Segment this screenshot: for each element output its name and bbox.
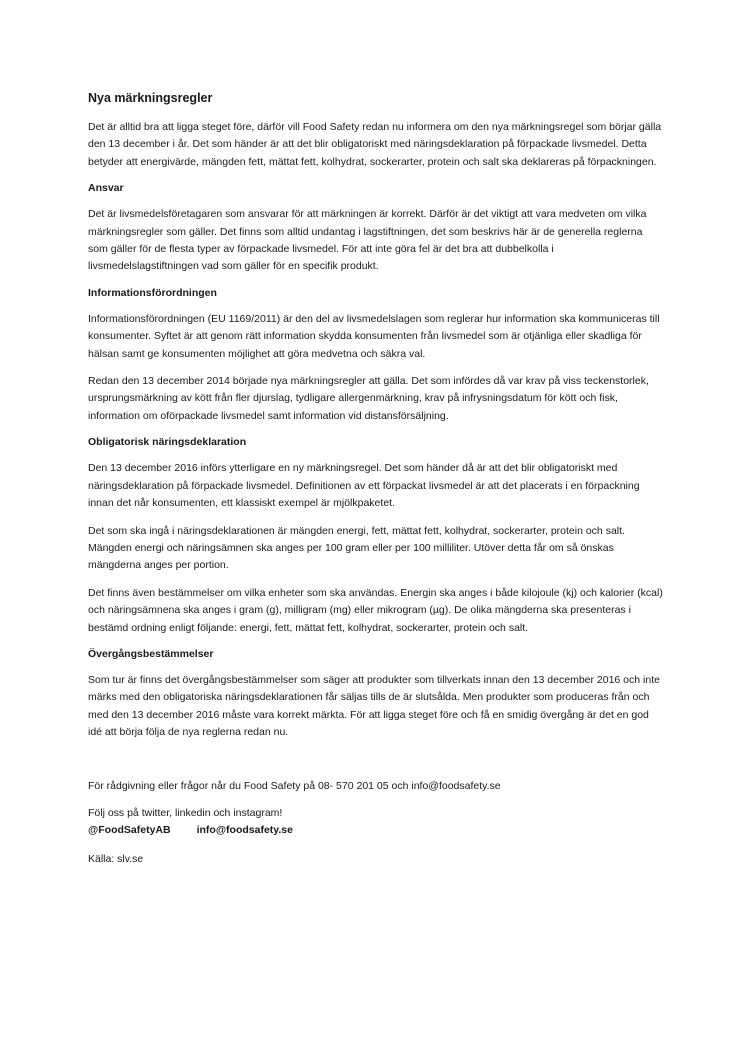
section-heading: Övergångsbestämmelser: [88, 647, 214, 660]
email-handle[interactable]: info@foodsafety.se: [196, 823, 293, 836]
document-title: Nya märkningsregler: [88, 91, 213, 105]
section-paragraph: Den 13 december 2016 införs ytterligare en ny märkningsregel. Det som händer då är att det blir obligatoriskt med näringsdeklaration på förpackade livsmedel. Definitionen av ett förpackat livsmedel är att det placerats i en förpackning innan det når konsumenten, ett klassiskt exempel är mjölkpaketet.: [88, 462, 640, 510]
section-informationsforordningen: [88, 286, 663, 425]
section-heading: Ansvar: [88, 182, 124, 195]
section-paragraph: Det som ska ingå i näringsdeklarationen är mängden energi, fett, mättat fett, kolhydrat, sockerarter, protein och salt. Mängden energi och näringsämnen ska anges per 100 gram eller per 100 milliliter. Utöver detta får om så önskas mängderna anges per portion.: [88, 524, 625, 572]
section-ansvar: [88, 181, 663, 276]
document-page: [88, 90, 663, 878]
contact-line: För rådgivning eller frågor når du Food Safety på 08- 570 201 05 och info@foodsafety.se: [88, 779, 501, 792]
section-overgangsbestammelser: [88, 647, 663, 742]
section-paragraph: Informationsförordningen (EU 1169/2011) är den del av livsmedelslagen som reglerar hur information ska kommuniceras till konsumenter. Syftet är att genom rätt information skydda konsumenten från livsmedel som är otjänliga eller skadliga för hälsan samt ge konsumenten möjlighet att göra medvetna och säkra val.: [88, 312, 660, 360]
section-paragraph: Det finns även bestämmelser om vilka enheter som ska användas. Energin ska anges i både kilojoule (kj) och kalorier (kcal) och näringsämnena ska anges i gram (g), milligram (mg) eller mikrogram (µg). De olika mängderna ska presenteras i bestämd ordning enligt följande: energi, fett, mättat fett, kolhydrat, sockerarter, protein och salt.: [88, 586, 663, 634]
source-line: Källa: slv.se: [88, 852, 144, 865]
section-paragraph: Det är livsmedelsföretagaren som ansvarar för att märkningen är korrekt. Därför är det viktigt att vara medveten om vilka märkningsregler som gäller. Det finns som alltid undantag i lagstiftningen, det som beskrivs här är de generella reglerna som gäller för de flesta typer av förpackade livsmedel. För att inte göra fel är det bra att dubbelkolla i livsmedelslagstiftningen vad som gäller för en specifik produkt.: [88, 208, 647, 273]
twitter-handle[interactable]: @FoodSafetyAB: [88, 823, 171, 836]
section-heading: Obligatorisk näringsdeklaration: [88, 436, 247, 449]
follow-line: Följ oss på twitter, linkedin och instagram!: [88, 806, 283, 819]
section-naringsdeklaration: [88, 435, 663, 637]
document-footer: [88, 778, 663, 869]
section-heading: Informationsförordningen: [88, 286, 217, 299]
social-handles: [88, 822, 663, 839]
section-paragraph: Som tur är finns det övergångsbestämmelser som säger att produkter som tillverkats innan den 13 december 2016 och inte märks med den obligatoriska näringsdeklarationen får säljas tills de är slutsålda. Men produkter som produceras från och med den 13 december 2016 måste vara korrekt märkta. För att ligga steget före och få en smidig övergång är det en god idé att börja följa de nya reglerna redan nu.: [88, 673, 660, 739]
intro-paragraph: Det är alltid bra att ligga steget före, därför vill Food Safety redan nu informera om den nya märkningsregel som börjar gälla den 13 december i år. Det som händer är att det blir obligatoriskt med näringsdeklaration på förpackade livsmedel. Detta betyder att energivärde, mängden fett, mättat fett, kolhydrat, sockerarter, protein och salt ska deklareras på förpackningen.: [88, 121, 662, 168]
section-paragraph: Redan den 13 december 2014 började nya märkningsregler att gälla. Det som infördes då var krav på viss teckenstorlek, ursprungsmärkning av kött från fler djurslag, tydligare allergenmärkning, krav på infrysningsdatum för kött och fisk, information om oförpackade livsmedel samt information vid distansförsäljning.: [88, 375, 649, 422]
